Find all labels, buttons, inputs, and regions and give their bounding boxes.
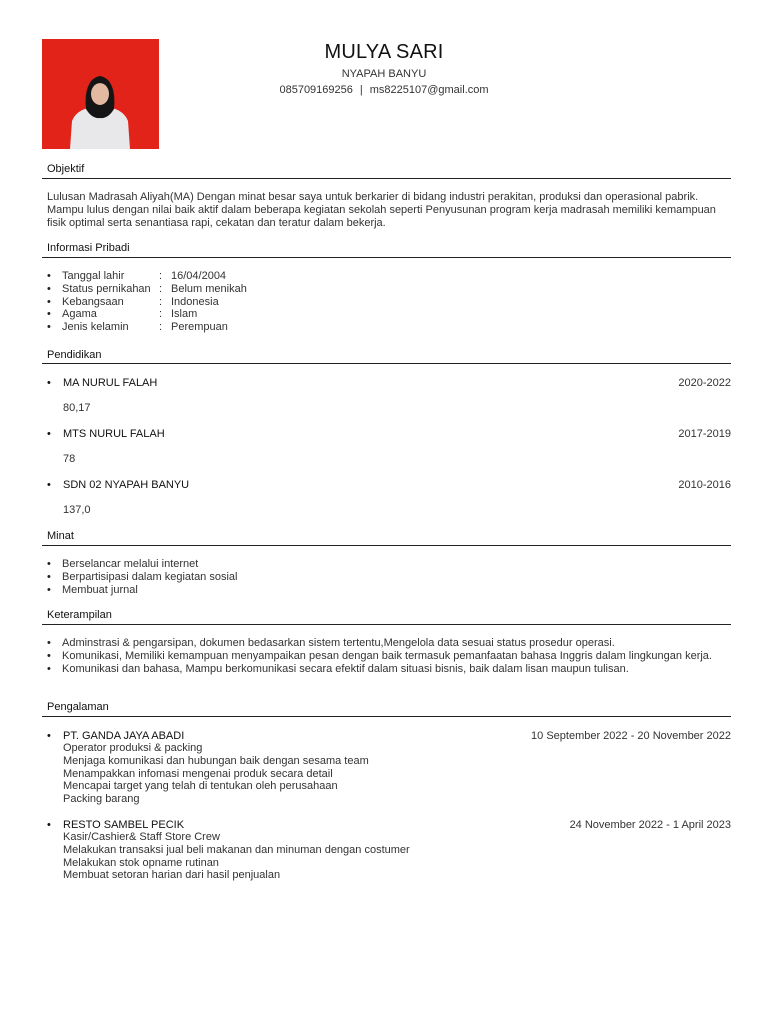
detail-line: Operator produksi & packing xyxy=(63,742,203,754)
info-value: Belum menikah xyxy=(171,282,247,295)
section-title-experience: Pengalaman xyxy=(47,701,109,713)
list-item xyxy=(47,296,247,309)
work-period: 24 November 2022 - 1 April 2023 xyxy=(569,819,731,831)
list-item xyxy=(47,308,247,321)
list-item xyxy=(47,283,247,296)
section-title-personal: Informasi Pribadi xyxy=(47,242,130,254)
divider xyxy=(42,716,731,717)
detail-line: Menampakkan infomasi mengenai produk secara detail xyxy=(63,767,333,780)
list-item: • Membuat jurnal xyxy=(47,584,237,597)
section-title-education: Pendidikan xyxy=(47,349,102,361)
divider xyxy=(42,257,731,258)
list-item xyxy=(47,270,247,283)
info-key: Kebangsaan xyxy=(62,295,124,308)
detail-line: Melakukan stok opname rutinan xyxy=(63,856,219,869)
info-key: Jenis kelamin xyxy=(62,321,129,334)
interests-list xyxy=(47,558,237,596)
company-name: PT. GANDA JAYA ABADI xyxy=(63,730,185,742)
school-score: 80,17 xyxy=(63,402,91,414)
school-years: 2020-2022 xyxy=(678,377,731,389)
bullet-icon: • xyxy=(47,377,51,389)
contact-line xyxy=(0,84,768,96)
email-address: ms8225107@gmail.com xyxy=(369,84,489,96)
school-years: 2017-2019 xyxy=(678,428,731,440)
list-item xyxy=(47,321,247,334)
info-key: Agama xyxy=(62,308,97,321)
school-years: 2010-2016 xyxy=(678,479,731,491)
info-value: Indonesia xyxy=(171,295,219,308)
info-value: Perempuan xyxy=(171,321,228,334)
list-item: • Adminstrasi & pengarsipan, dokumen bedasarkan sistem tertentu,Mengelola data sesuai status prosedur operasi. xyxy=(47,637,723,650)
contact-separator: | xyxy=(359,84,363,96)
section-title-interests: Minat xyxy=(47,530,74,542)
detail-line: Melakukan transaksi jual beli makanan dan minuman dengan costumer xyxy=(63,843,410,856)
school-score: 137,0 xyxy=(63,504,91,516)
school-name: MA NURUL FALAH xyxy=(63,377,158,389)
school-score: 78 xyxy=(63,453,76,465)
company-name: RESTO SAMBEL PECIK xyxy=(63,819,185,831)
work-period: 10 September 2022 - 20 November 2022 xyxy=(531,730,731,742)
address: NYAPAH BANYU xyxy=(341,68,427,80)
school-name: MTS NURUL FALAH xyxy=(63,428,165,440)
bullet-icon: • xyxy=(47,819,51,831)
full-name: MULYA SARI xyxy=(324,41,444,63)
bullet-icon: • xyxy=(47,428,51,440)
detail-line: Kasir/Cashier& Staff Store Crew xyxy=(63,831,220,843)
detail-line: Membuat setoran harian dari hasil penjualan xyxy=(63,869,281,882)
list-item: • Komunikasi dan bahasa, Mampu berkomunikasi secara efektif dalam situasi bisnis, baik dalam lisan maupun tulisan. xyxy=(47,663,723,676)
personal-info-list xyxy=(47,270,247,334)
info-colon: : xyxy=(159,270,163,282)
info-colon: : xyxy=(159,308,163,321)
bullet-icon: • xyxy=(47,479,51,491)
school-name: SDN 02 NYAPAH BANYU xyxy=(63,479,190,491)
info-colon: : xyxy=(159,282,163,295)
divider xyxy=(42,363,731,364)
info-key: Status pernikahan xyxy=(62,282,151,295)
list-item: • Komunikasi, Memiliki kemampuan menyampaikan pesan dengan baik termasuk pemanfaatan bahasa Inggris dalam lingkungan kerja. xyxy=(47,650,723,663)
detail-line: Mencapai target yang telah di tentukan oleh perusahaan xyxy=(63,780,338,793)
detail-line: Menjaga komunikasi dan hubungan baik dengan sesama team xyxy=(63,754,369,767)
bullet-icon: • xyxy=(47,730,51,742)
info-colon: : xyxy=(159,295,163,308)
info-value: 16/04/2004 xyxy=(171,270,227,282)
list-item: • Berselancar melalui internet xyxy=(47,558,237,571)
experience-details xyxy=(63,831,410,882)
divider xyxy=(42,545,731,546)
info-value: Islam xyxy=(171,308,198,321)
skills-list xyxy=(47,637,723,675)
experience-details xyxy=(63,742,369,806)
list-item: • Berpartisipasi dalam kegiatan sosial xyxy=(47,571,237,584)
section-title-skills: Keterampilan xyxy=(47,609,112,621)
detail-line: Packing barang xyxy=(63,793,140,806)
info-colon: : xyxy=(159,321,163,334)
phone-number: 085709169256 xyxy=(279,84,353,96)
info-key: Tanggal lahir xyxy=(62,270,125,282)
divider xyxy=(42,178,731,179)
objective-text: Lulusan Madrasah Aliyah(MA) Dengan minat besar saya untuk berkarier di bidang industri perakitan, produksi dan operasional pabrik. Mampu lulus dengan nilai baik aktif dalam beberapa kegiatan sekolah seperti Penyusunan program kerja madrasah memiliki kemampuan fisik optimal serta senantiasa rapi, cekatan dan teratur dalam bekerja. xyxy=(47,191,716,229)
divider xyxy=(42,624,731,625)
section-title-objective: Objektif xyxy=(47,163,85,175)
